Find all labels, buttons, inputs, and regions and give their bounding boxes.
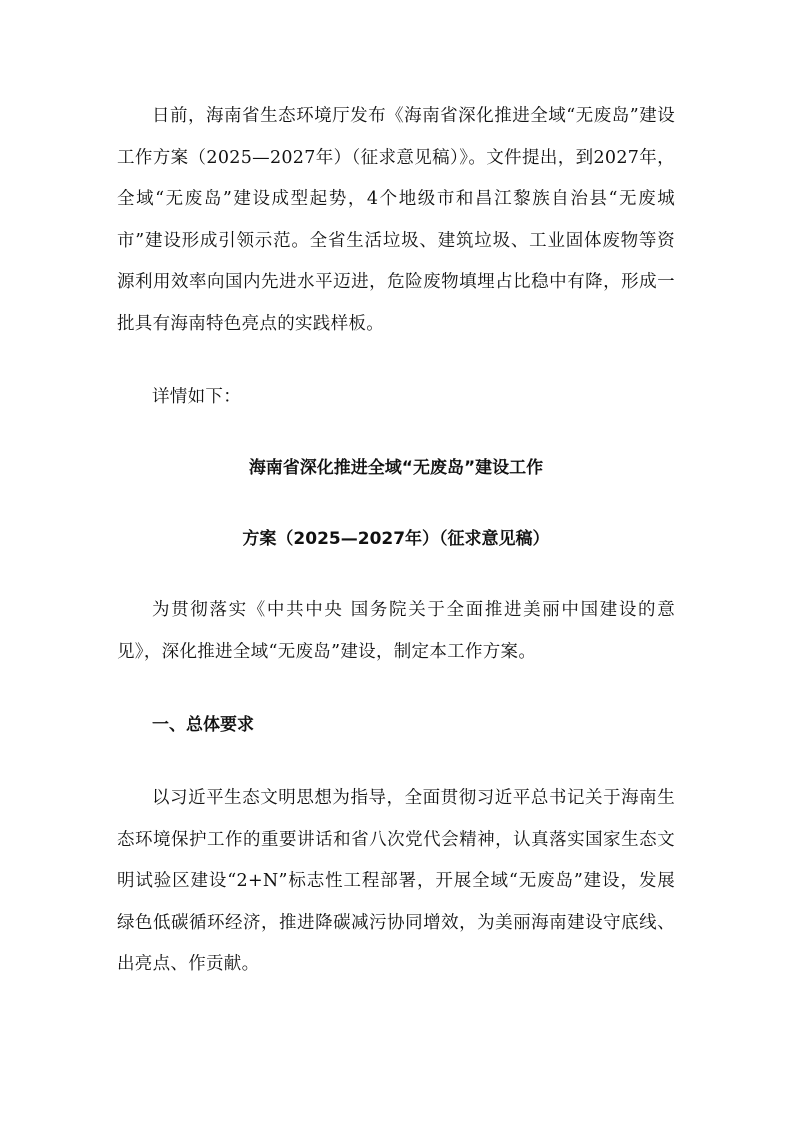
document-title-line-1: 海南省深化推进全域“无废岛”建设工作 — [248, 458, 544, 478]
section-1-paragraph: 以习近平生态文明思想为指导，全面贯彻习近平总书记关于海南生态环境保护工作的重要讲话和省八次党代会精神，认真落实国家生态文明试验区建设“2+N”标志性工程部署，开展全域“无废岛”建设，发展绿色低碳循环经济，推进降碳减污协同增效，为美丽海南建设守底线、出亮点、作贡献。 — [117, 788, 675, 974]
intro-paragraph: 日前，海南省生态环境厅发布《海南省深化推进全域“无废岛”建设工作方案（2025—2027年）（征求意见稿）》。文件提出，到2027年，全域“无废岛”建设成型起势，4个地级市和昌江黎族自治县“无废城市”建设形成引领示范。全省生活垃圾、建筑垃圾、工业固体废物等资源利用效率向国内先进水平迈进，危险废物填埋占比稳中有降，形成一批具有海南特色亮点的实践样板。 — [117, 106, 675, 334]
document-title-line-2: 方案（2025—2027年）（征求意见稿） — [242, 529, 550, 549]
preamble-paragraph: 为贯彻落实《中共中央 国务院关于全面推进美丽中国建设的意见》，深化推进全域“无废岛”建设，制定本工作方案。 — [117, 600, 675, 662]
details-label: 详情如下： — [152, 387, 241, 407]
section-1-heading: 一、总体要求 — [152, 715, 254, 735]
